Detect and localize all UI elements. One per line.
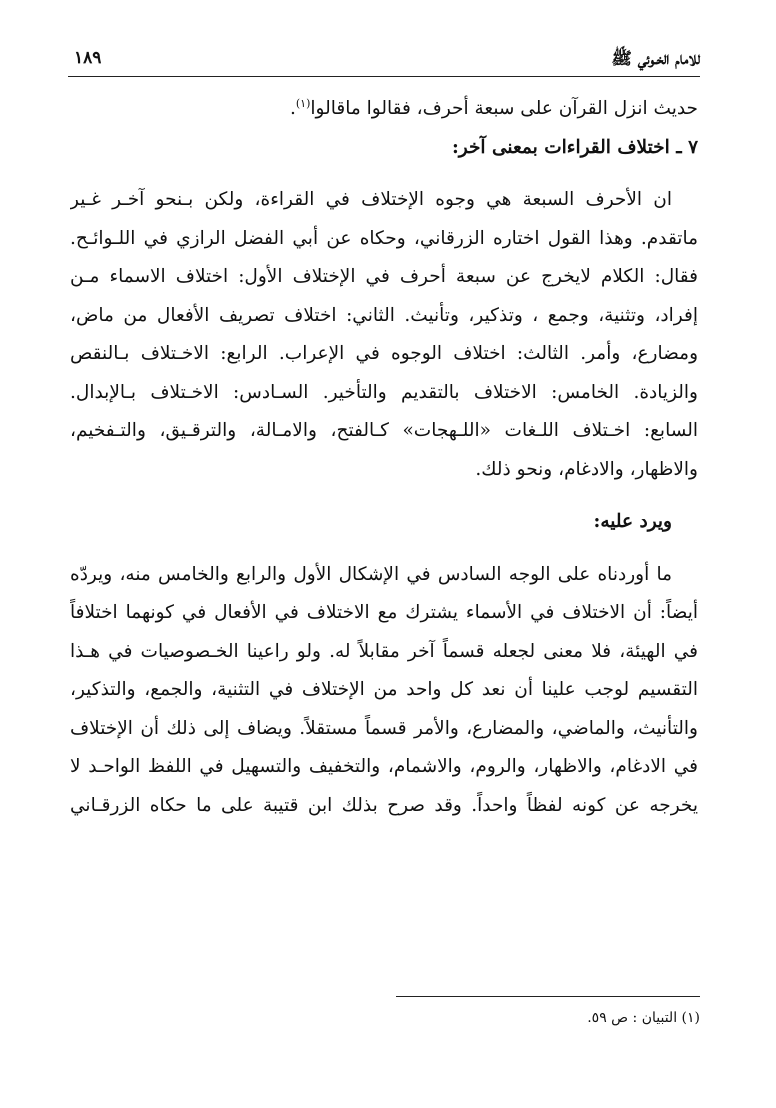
text-line: في الهيئة، فلا معنى لجعله قسماً آخر مقابلاً له. ولو راعينا الخـصوصيات في هـذا	[70, 640, 698, 662]
header-title: للامام الخـوئي ﷺ	[611, 49, 700, 69]
paragraph-gap	[70, 167, 698, 181]
text-line: والزيادة. الخامس: الاختلاف بالتقديم والتأخير. السـادس: الاخـتلاف بـالإبدال.	[70, 381, 698, 403]
footnote-divider	[396, 996, 700, 997]
text-line: ما أوردناه على الوجه السادس في الإشكال الأول والرابع والخامس منه، ويردّه	[70, 563, 672, 585]
text-line: ماتقدم. وهذا القول اختاره الزرقاني، وحكاه عن أبي الفضل الرازي في اللـوائـح.	[70, 227, 698, 249]
section-heading: ٧ ـ اختلاف القراءات بمعنى آخر:	[451, 136, 698, 158]
paragraph-gap	[70, 489, 698, 503]
text-line: إفراد، وتثنية، وجمع ، وتذكير، وتأنيث. الثاني: اختلاف تصريف الأفعال من ماض،	[70, 304, 698, 326]
text-line: السابع: اخـتلاف اللـغات «اللـهجات» كـالفتح، والامـالة، والترقـيق، والتـفخيم،	[70, 420, 698, 441]
text-line	[70, 90, 698, 129]
text-line: أيضاً: أن الاختلاف في الأسماء يشترك مع الاختلاف في الأفعال في كونهما اختلافاً	[70, 602, 698, 623]
text-line: فقال: الكلام لايخرج عن سبعة أحرف في الإختلاف الأول: اختلاف الاسماء مـن	[70, 266, 698, 287]
page-number: ١٨٩	[74, 48, 102, 68]
text-line: ان الأحرف السبعة هي وجوه الإختلاف في القراءة، ولكن بـنحو آخـر غـير	[70, 189, 672, 210]
text-line-end: .	[289, 98, 296, 119]
running-header	[68, 40, 700, 77]
text-line: في الادغام، والاظهار، والروم، والاشمام، والتخفيف والتسهيل في اللفظ الواحـد لا	[70, 756, 698, 777]
subheading: ويرد عليه:	[593, 511, 672, 532]
text-line: والاظهار، والادغام، ونحو ذلك.	[475, 458, 698, 480]
paragraph-gap	[70, 542, 698, 556]
text-line: ومضارع، وأمر. الثالث: اختلاف الوجوه في الإعراب. الرابع: الاخـتلاف بـالنقص	[70, 343, 698, 364]
text-line: والتأنيث، والماضي، والمضارع، والأمر قسماً مستقلاً. ويضاف إلى ذلك أن الإختلاف	[70, 717, 698, 739]
page-body	[70, 90, 698, 825]
text-line: يخرجه عن كونه لفظاً واحداً. وقد صرح بذلك ابن قتيبة على ما حكاه الزرقـاني	[70, 794, 698, 816]
footnote-marker: (١)	[295, 96, 311, 110]
footnote: (١) التبيان : ص ٥٩.	[587, 1010, 700, 1026]
text-line: التقسيم لوجب علينا أن نعد كل واحد من الإختلاف في التثنية، والجمع، والتذكير،	[70, 679, 698, 700]
text-line-content: حديث انزل القرآن على سبعة أحرف، فقالوا ماقالوا	[310, 98, 698, 119]
